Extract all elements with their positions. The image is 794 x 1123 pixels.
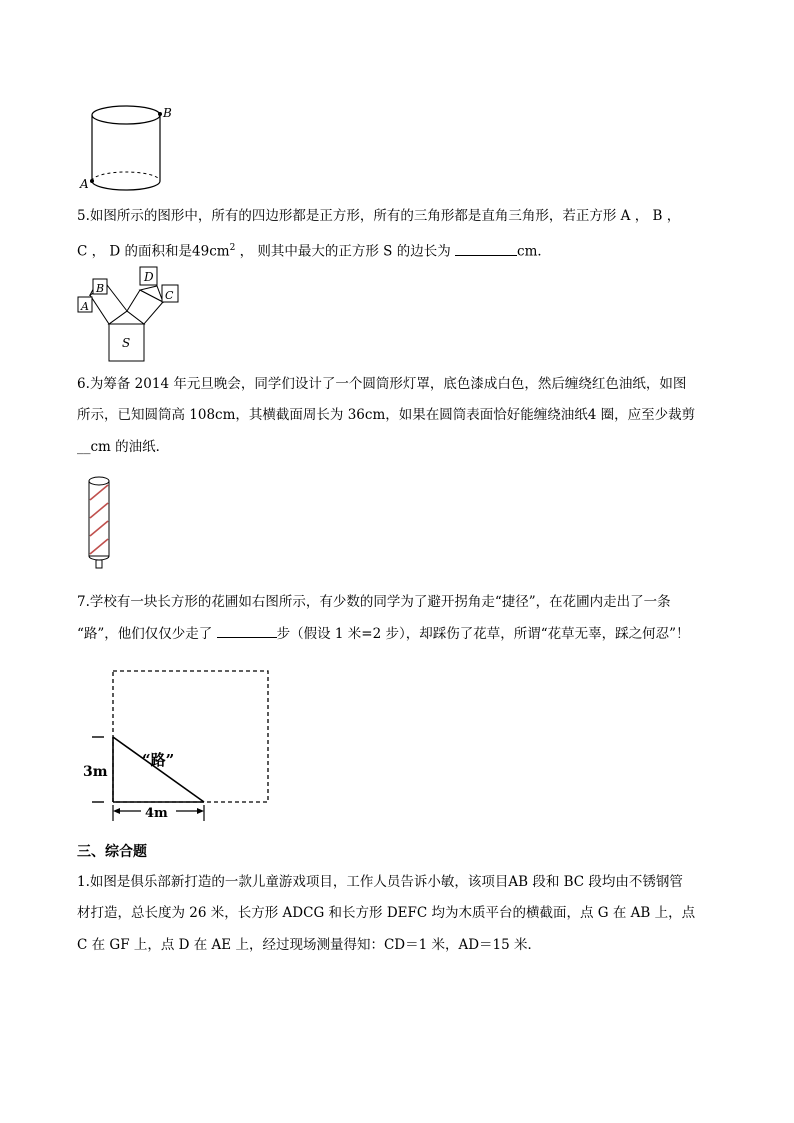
lampshade-figure [84, 475, 114, 570]
q5-line2-post: cm． [517, 243, 551, 260]
label-a: A [80, 177, 89, 191]
cylinder-figure [76, 100, 176, 195]
q7-line2 [77, 623, 690, 644]
q5-answer-blank[interactable] [455, 241, 517, 256]
c1-line1: 1.如图是俱乐部新打造的一款儿童游戏项目，工作人员告诉小敏，该项目AB 段和 BC 段均由不锈钢管 [77, 874, 683, 890]
q5-sup: 2 [229, 243, 236, 253]
q7-line2-pre: “路”，他们仅仅少走了 [77, 626, 217, 642]
garden-figure [80, 665, 280, 825]
section-title: 三、综合题 [77, 844, 147, 860]
squares-figure [76, 265, 196, 367]
q5-line2-pre: C ， D 的面积和是49cm [77, 243, 230, 260]
label-c-square: C [165, 289, 174, 302]
label-b: B [163, 106, 172, 120]
c1-line2: 材打造，总长度为 26 米，长方形 ADCG 和长方形 DEFC 均为木质平台的横截面，点 G 在 AB 上，点 [77, 905, 696, 921]
q7-line1: 7.学校有一块长方形的花圃如右图所示，有少数的同学为了避开拐角走“捷径”，在花圃内走出了一条 [77, 594, 671, 610]
q5-line2 [77, 238, 551, 262]
label-d-square: D [144, 270, 154, 284]
q6-line1: 6.为筹备 2014 年元旦晚会，同学们设计了一个圆筒形灯罩，底色漆成白色，然后缠绕红色油纸，如图 [77, 376, 687, 392]
c1-line3: C 在 GF 上，点 D 在 AE 上，经过现场测量得知：CD＝1 米，AD＝15 米． [77, 937, 542, 953]
q5-line1: 5.如图所示的图形中，所有的四边形都是正方形，所有的三角形都是直角三角形，若正方形 A ， B ， [77, 208, 681, 224]
road-label: “路” [142, 751, 175, 769]
label-b-square: B [96, 282, 105, 295]
q7-line2-post: 步（假设 1 米=2 步），却踩伤了花草，所谓“花草无辜，踩之何忍”！ [276, 626, 690, 642]
q6-line2: 所示，已知圆筒高 108cm，其横截面周长为 36cm，如果在圆筒表面恰好能缠绕油纸4 圈，应至少裁剪 [77, 407, 696, 423]
label-s-square: S [122, 336, 131, 350]
q7-answer-blank[interactable] [217, 623, 277, 638]
q6-line3: __cm 的油纸． [77, 439, 170, 455]
height-label: 3m [83, 764, 108, 780]
label-a-square: A [81, 300, 89, 313]
width-label: 4m [145, 806, 168, 821]
q5-line2-mid: ， 则其中最大的正方形 S 的边长为 [235, 243, 456, 260]
